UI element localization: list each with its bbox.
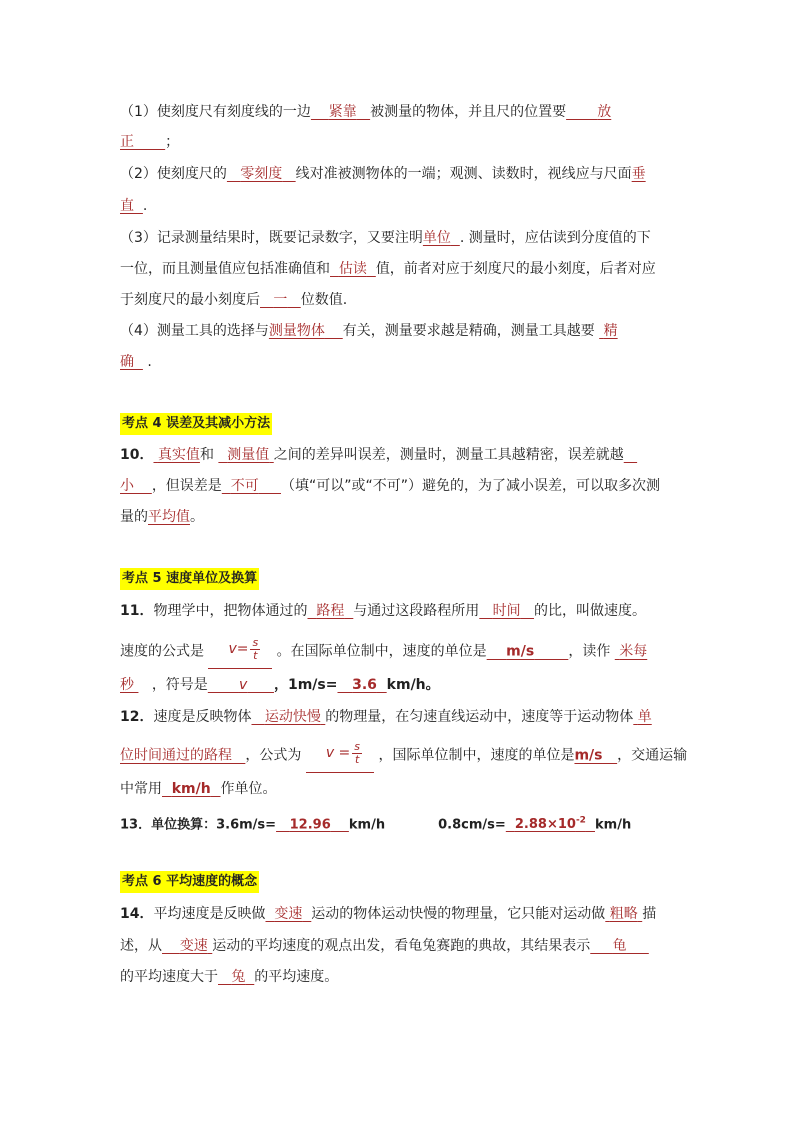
text: . <box>142 198 148 214</box>
q14-line-1 <box>120 903 656 925</box>
text: 的平均速度。 <box>254 969 339 985</box>
q11-line-1 <box>120 600 646 622</box>
heading-kaodian-4: 考点 4 误差及其减小方法 <box>120 413 272 435</box>
text: 述，从 <box>120 938 162 954</box>
text: km/h <box>595 817 632 833</box>
answer-blank: 变速 <box>274 906 303 922</box>
text: . 测量时，应估读到分度值的下 <box>459 230 651 246</box>
text: 的平均速度大于 <box>120 969 218 985</box>
question-number: 11． <box>120 603 154 619</box>
text: （填“可以”或“不可”）避免的，为了减小误差，可以取多次测 <box>280 478 660 494</box>
item-2-line-2 <box>120 195 147 217</box>
item-1-line-2 <box>120 131 179 153</box>
text: 单位换算：3.6m/s= <box>151 817 277 833</box>
answer-blank: 米每 <box>619 643 648 660</box>
text: 于刻度尺的最小刻度后 <box>120 292 260 308</box>
answer-blank: 垂 <box>631 166 646 182</box>
q10-line-2 <box>120 475 660 497</box>
text: ，符号是 <box>151 677 208 693</box>
item-3-line-3 <box>120 289 347 311</box>
item-3-line-2 <box>120 258 656 280</box>
question-number: 10． <box>120 447 154 463</box>
question-number: 14． <box>120 906 154 922</box>
answer-blank: 真实值 <box>157 447 200 463</box>
text: 与通过这段路程所用 <box>353 603 480 619</box>
answer-blank: km/h <box>171 781 211 797</box>
answer-blank: 秒 <box>120 677 134 693</box>
q10-line-3 <box>120 506 204 528</box>
question-number: 13． <box>120 817 152 833</box>
answer-blank: 粗略 <box>609 906 638 922</box>
answer-blank: 龟 <box>612 938 627 954</box>
text: （1）使刻度尺有刻度线的一边 <box>120 104 311 120</box>
heading-kaodian-6: 考点 6 平均速度的概念 <box>120 871 259 893</box>
answer-blank: 小 <box>120 478 134 494</box>
text: 速度是反映物体 <box>153 709 252 725</box>
answer-blank: 变速 <box>179 938 208 954</box>
answer-blank: 一 <box>273 292 288 308</box>
answer-blank: 测量值 <box>227 447 270 463</box>
text: 中常用 <box>120 781 162 797</box>
answer-blank: 12.96 <box>289 817 331 833</box>
answer-blank: v <box>238 677 248 693</box>
text: 有关，测量要求越是精确，测量工具越要 <box>342 323 595 339</box>
q14-line-2 <box>120 935 649 957</box>
q13-line <box>120 810 631 832</box>
text: 运动的平均速度的观点出发，看龟兔赛跑的典故，其结果表示 <box>212 938 591 954</box>
answer-blank: 零刻度 <box>240 166 283 182</box>
text: 量的 <box>120 509 148 525</box>
q12-line-1 <box>120 706 652 728</box>
q12-line-2 <box>120 738 687 768</box>
answer-blank: 路程 <box>316 603 345 619</box>
heading-kaodian-5: 考点 5 速度单位及换算 <box>120 568 259 590</box>
text: 物理学中，把物体通过的 <box>153 603 308 619</box>
answer-blank: 测量物体 <box>268 323 325 339</box>
answer-blank: m/s <box>506 643 535 660</box>
text: . <box>147 354 152 370</box>
text: 和 <box>199 447 214 463</box>
item-1-line-1 <box>120 101 611 123</box>
item-4-line-1 <box>120 320 618 342</box>
speed-formula: v = $\frac{s}{t}$ <box>306 738 374 773</box>
text: km/h <box>348 817 386 833</box>
text: 速度的公式是 <box>120 643 204 660</box>
text: 作单位。 <box>220 781 277 797</box>
text: ，公式为 <box>245 747 302 764</box>
text: 平均速度是反映做 <box>153 906 266 922</box>
text: 。 <box>190 509 204 525</box>
answer-blank: 放 <box>597 104 612 120</box>
text: 值，前者对应于刻度尺的最小刻度，后者对应 <box>375 261 656 277</box>
answer-blank: 正 <box>120 134 134 150</box>
text: 。在国际单位制中，速度的单位是 <box>276 643 487 660</box>
answer-blank: 不可 <box>230 478 259 494</box>
text: 位数值. <box>300 292 348 308</box>
answer-blank: 紧靠 <box>328 104 357 120</box>
text: 的物理量，在匀速直线运动中，速度等于运动物体 <box>325 709 634 725</box>
answer-blank: 位时间通过的路程 <box>120 747 232 764</box>
text: 的比，叫做速度。 <box>534 603 647 619</box>
text: 被测量的物体，并且尺的位置要 <box>370 104 567 120</box>
text: 之间的差异叫误差，测量时，测量工具越精密，误差就越 <box>273 447 624 463</box>
text: km/h。 <box>386 677 440 693</box>
text: 描 <box>642 906 657 922</box>
text: ，交通运输 <box>617 747 688 764</box>
answer-blank: m/s <box>574 747 603 764</box>
answer-blank: 平均值 <box>148 509 190 525</box>
fraction: $\frac{s}{t}$ <box>252 635 259 662</box>
answer-blank: 3.6 <box>352 677 377 693</box>
item-2-line-1 <box>120 163 646 185</box>
text: 线对准被测物体的一端；观测、读数时，视线应与尺面 <box>295 166 632 182</box>
answer-blank: 确 <box>120 354 134 370</box>
text: ，1m/s= <box>273 677 338 693</box>
answer-blank: 运动快慢 <box>264 709 321 725</box>
text: 0.8cm/s= <box>438 817 506 833</box>
text: 一位，而且测量值应包括准确值和 <box>120 261 330 277</box>
answer-blank: 精 <box>603 323 618 339</box>
q11-line-3 <box>120 674 440 696</box>
q10-line-1 <box>120 444 637 466</box>
q11-line-2 <box>120 634 647 664</box>
fraction: $\frac{s}{t}$ <box>354 739 361 766</box>
answer-blank: 时间 <box>492 603 521 619</box>
text: ，国际单位制中，速度的单位是 <box>378 747 575 764</box>
text: ，但误差是 <box>151 478 222 494</box>
item-4-line-2 <box>120 351 152 373</box>
answer-blank: 直 <box>120 198 134 214</box>
answer-blank: 估读 <box>338 261 367 277</box>
answer-blank: 单 <box>637 709 652 725</box>
text: 运动的物体运动快慢的物理量，它只能对运动做 <box>311 906 606 922</box>
text: ； <box>165 134 180 150</box>
q12-line-3 <box>120 778 276 800</box>
text: （3）记录测量结果时，既要记录数字，又要注明 <box>120 230 423 246</box>
q14-line-3 <box>120 966 338 988</box>
answer-blank: 兔 <box>231 969 246 985</box>
answer-blank: 单位 <box>422 230 451 246</box>
item-3-line-1 <box>120 227 651 249</box>
answer-blank: $2.88\times 10^{-2}$ <box>514 816 586 833</box>
speed-formula: v= $\frac{s}{t}$ <box>208 634 272 669</box>
text: ，读作 <box>568 643 611 660</box>
text: （4）测量工具的选择与 <box>120 323 269 339</box>
answer-blank <box>624 447 637 463</box>
text: （2）使刻度尺的 <box>120 166 227 182</box>
question-number: 12． <box>120 709 154 725</box>
